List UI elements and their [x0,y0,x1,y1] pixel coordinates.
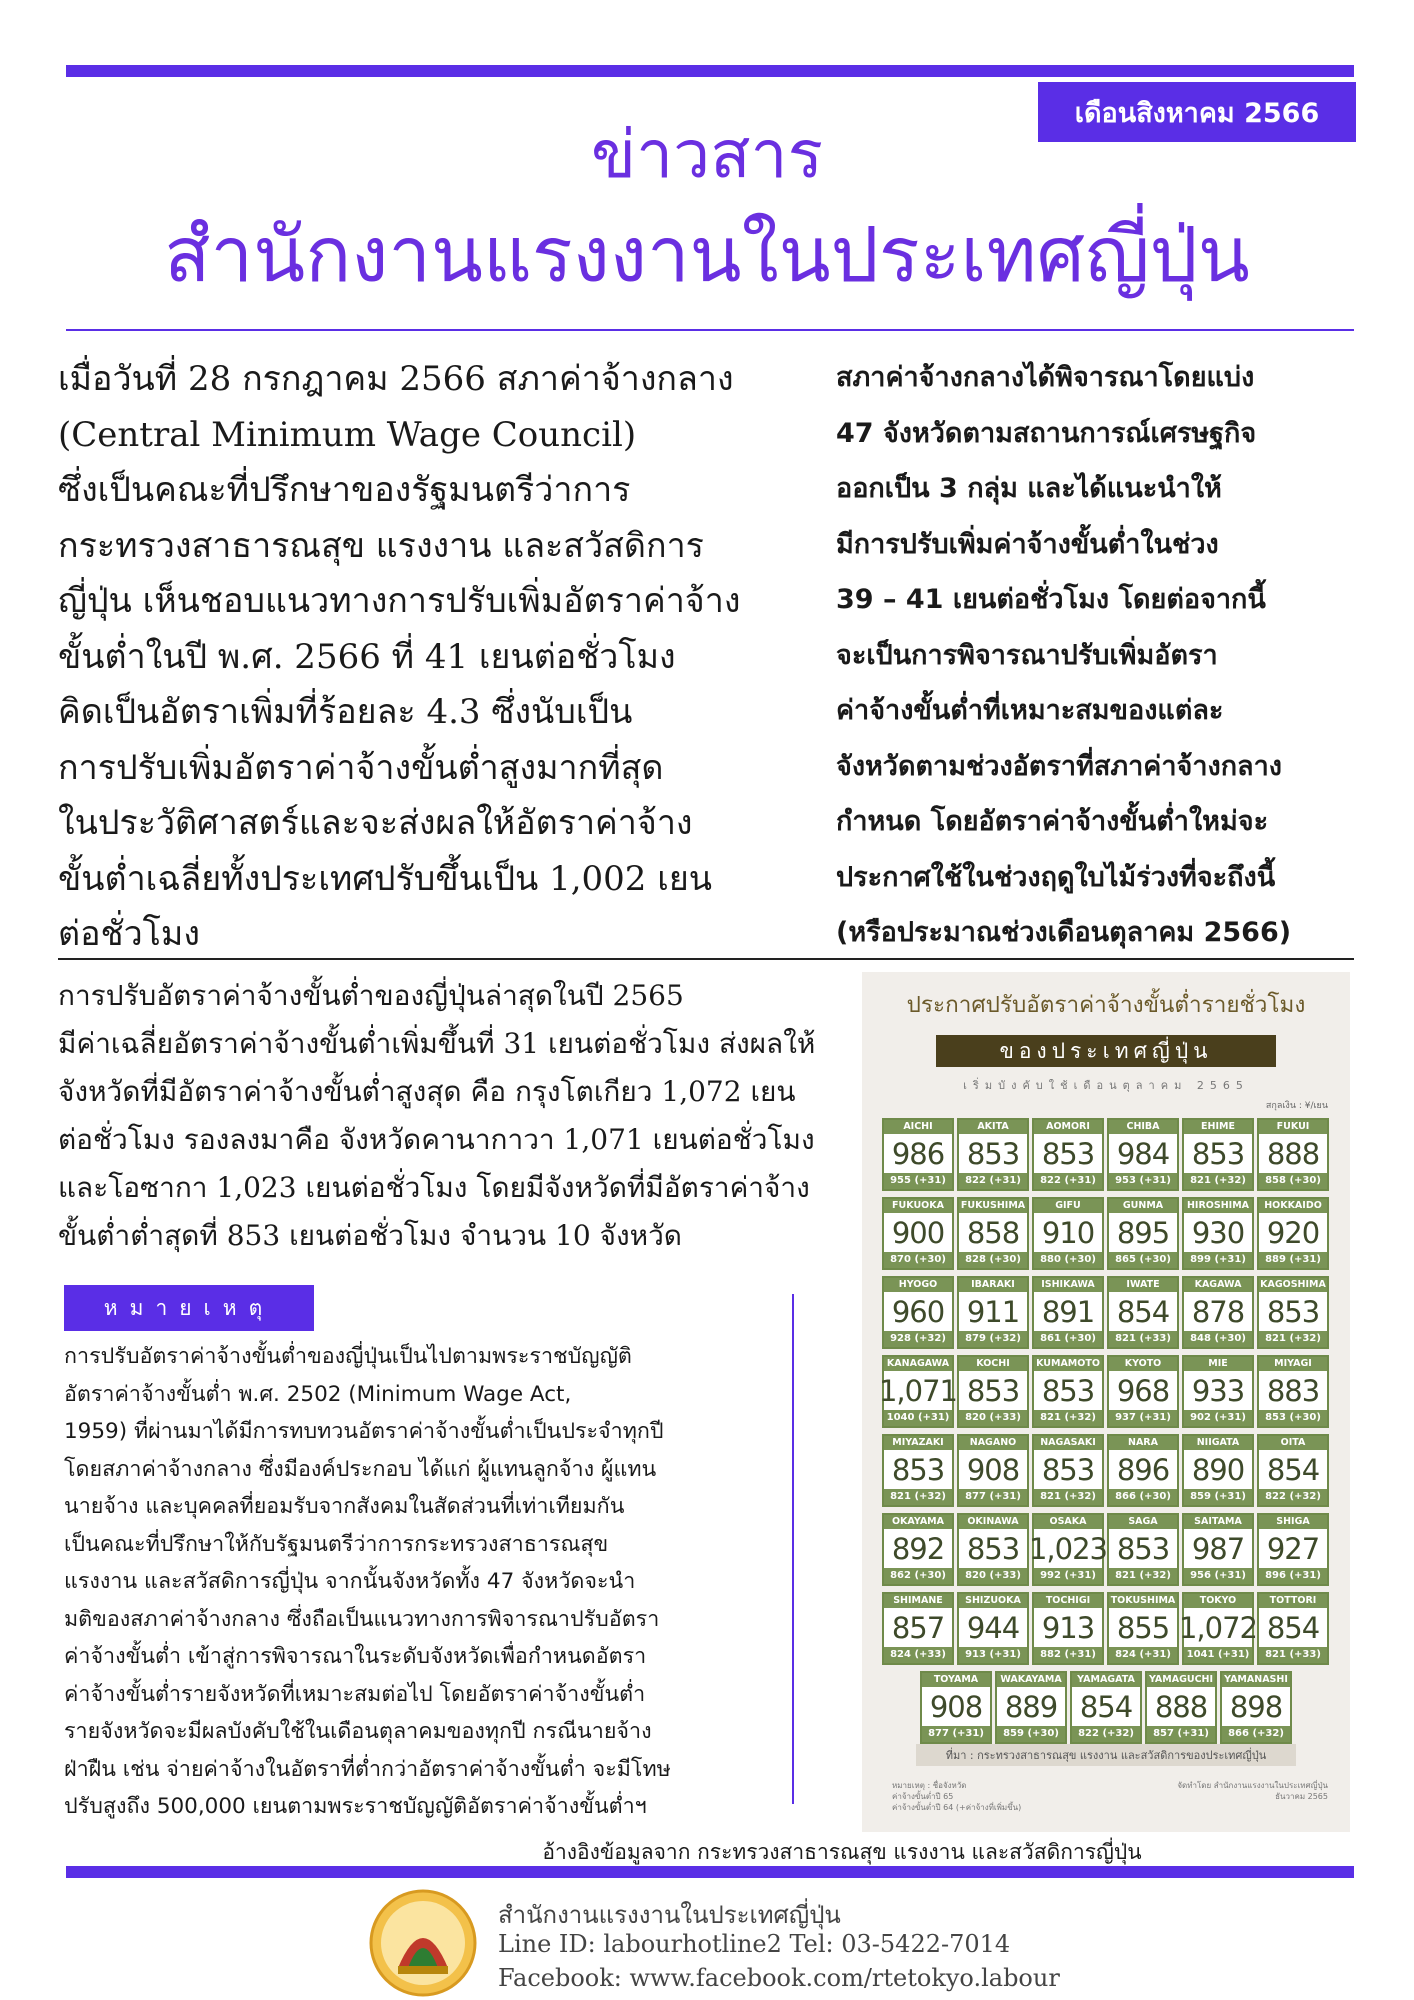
previous-wage-value: 859 (+31) [1184,1489,1252,1505]
prefecture-row [882,1513,1330,1586]
prefecture-name: HYOGO [884,1278,952,1292]
prefecture-cell [1032,1197,1104,1270]
prefecture-cell [995,1671,1067,1744]
minimum-wage-value: 908 [966,1452,1020,1487]
minimum-wage-value: 854 [1266,1452,1320,1487]
minimum-wage-value: 968 [1116,1373,1170,1408]
prefecture-name: OKINAWA [959,1515,1027,1529]
council-line: จังหวัดตามช่วงอัตราที่สภาค่าจ้างกลาง [836,750,1282,782]
history-paragraph [58,972,858,1260]
minimum-wage-value: 900 [891,1215,945,1250]
note-line: แรงงาน และสวัสดิการญี่ปุ่น จากนั้นจังหวัดทั้ง 47 จังหวัดจะนำ [64,1569,636,1594]
wage-poster [862,972,1350,1832]
minimum-wage-value: 888 [1266,1136,1320,1171]
prefecture-cell [1220,1671,1292,1744]
prefecture-cell [1032,1355,1104,1428]
prefecture-name: ISHIKAWA [1034,1278,1102,1292]
minimum-wage-value: 854 [1116,1294,1170,1329]
previous-wage-value: 913 (+31) [959,1647,1027,1663]
previous-wage-value: 1040 (+31) [884,1410,952,1426]
minimum-wage-value: 853 [1116,1531,1170,1566]
prefecture-name: KUMAMOTO [1034,1357,1102,1371]
previous-wage-value: 820 (+33) [959,1568,1027,1584]
prefecture-cell [1182,1118,1254,1191]
minimum-wage-value: 853 [966,1531,1020,1566]
minimum-wage-value: 853 [1266,1294,1320,1329]
page-title-line2: สำนักงานแรงงานในประเทศญี่ปุ่น [164,210,1250,299]
note-line: ฝ่าฝืน เช่น จ่ายค่าจ้างในอัตราที่ต่ำกว่าอัตราค่าจ้างขั้นต่ำ จะมีโทษ [64,1756,671,1782]
prefecture-name: SHIMANE [884,1594,952,1608]
previous-wage-value: 928 (+32) [884,1331,952,1347]
minimum-wage-value: 853 [1191,1136,1245,1171]
minimum-wage-value: 883 [1266,1373,1320,1408]
prefecture-cell [957,1355,1029,1428]
minimum-wage-value: 898 [1229,1689,1283,1724]
minimum-wage-value: 888 [1154,1689,1208,1724]
minimum-wage-value: 854 [1079,1689,1133,1724]
council-line: 39 – 41 เยนต่อชั่วโมง โดยต่อจากนี้ [836,584,1266,615]
prefecture-cell [882,1197,954,1270]
council-paragraph [836,350,1376,961]
prefecture-name: SAITAMA [1184,1515,1252,1529]
poster-currency-unit: สกุลเงิน : ¥/เยน [1265,1101,1328,1111]
minimum-wage-value: 896 [1116,1452,1170,1487]
note-body [64,1338,754,1826]
history-line: และโอซากา 1,023 เยนต่อชั่วโมง โดยมีจังหวัดที่มีอัตราค่าจ้าง [58,1171,810,1204]
previous-wage-value: 853 (+30) [1259,1410,1327,1426]
prefecture-cell [1257,1276,1329,1349]
note-line: ปรับสูงถึง 500,000 เยนตามพระราชบัญญัติอัตราค่าจ้างขั้นต่ำฯ [64,1794,647,1819]
previous-wage-value: 865 (+30) [1109,1252,1177,1268]
legend-line: ค่าจ้างขั้นต่ำปี 64 (+ค่าจ้างที่เพิ่มขึ้น) [892,1803,1022,1812]
prefecture-name: HOKKAIDO [1259,1199,1327,1213]
prefecture-name: TOYAMA [922,1673,990,1687]
prefecture-cell [957,1434,1029,1507]
note-line: รายจังหวัดจะมีผลบังคับใช้ในเดือนตุลาคมของทุกปี กรณีนายจ้าง [64,1719,652,1744]
prefecture-cell [1032,1592,1104,1665]
note-line: 1959) ที่ผ่านมาได้มีการทบทวนอัตราค่าจ้างขั้นต่ำเป็นประจำทุกปี [64,1419,664,1444]
prefecture-name: NAGANO [959,1436,1027,1450]
previous-wage-value: 861 (+30) [1034,1331,1102,1347]
date-badge: เดือนสิงหาคม 2566 [1038,82,1356,142]
prefecture-cell [1257,1592,1329,1665]
prefecture-cell [1182,1197,1254,1270]
previous-wage-value: 859 (+30) [997,1726,1065,1742]
prefecture-name: AICHI [884,1120,952,1134]
prefecture-row [882,1118,1330,1191]
previous-wage-value: 879 (+32) [959,1331,1027,1347]
council-line: ค่าจ้างขั้นต่ำที่เหมาะสมของแต่ละ [836,695,1224,726]
prefecture-name: KAGOSHIMA [1260,1279,1326,1290]
note-line: ค่าจ้างขั้นต่ำ เข้าสู่การพิจารณาในระดับจังหวัดเพื่อกำหนดอัตรา [64,1644,647,1669]
minimum-wage-value: 987 [1191,1531,1245,1566]
prefecture-name: NAGASAKI [1034,1436,1102,1450]
council-line: มีการปรับเพิ่มค่าจ้างขั้นต่ำในช่วง [836,528,1219,560]
legend-line: ค่าจ้างขั้นต่ำปี 65 [892,1792,954,1801]
prefecture-name: OITA [1259,1436,1327,1450]
prefecture-cell [1257,1434,1329,1507]
lead-line: ในประวัติศาสตร์และจะส่งผลให้อัตราค่าจ้าง [58,803,693,843]
prefecture-name: IWATE [1109,1278,1177,1292]
prefecture-name: AOMORI [1034,1120,1102,1134]
poster-source: ที่มา : กระทรวงสาธารณสุข แรงงาน และสวัสดิการของประเทศญี่ปุ่น [916,1744,1296,1766]
previous-wage-value: 880 (+30) [1034,1252,1102,1268]
legend-line: หมายเหตุ : ชื่อจังหวัด [892,1781,967,1790]
previous-wage-value: 821 (+32) [884,1489,952,1505]
note-line: นายจ้าง และบุคคลที่ยอมรับจากสังคมในสัดส่วนที่เท่าเทียมกัน [64,1494,625,1519]
minimum-wage-value: 890 [1191,1452,1245,1487]
prefecture-name: YAMAGATA [1072,1673,1140,1687]
prefecture-cell [1257,1513,1329,1586]
lead-line: ญี่ปุ่น เห็นชอบแนวทางการปรับเพิ่มอัตราค่าจ้าง [58,581,741,621]
minimum-wage-value: 853 [966,1373,1020,1408]
prefecture-name: TOCHIGI [1034,1594,1102,1608]
council-line: จะเป็นการพิจารณาปรับเพิ่มอัตรา [836,639,1218,671]
previous-wage-value: 822 (+32) [1072,1726,1140,1742]
council-line: ออกเป็น 3 กลุ่ม และได้แนะนำให้ [836,473,1222,504]
previous-wage-value: 822 (+31) [959,1173,1027,1189]
prefecture-name: CHIBA [1109,1120,1177,1134]
previous-wage-value: 899 (+31) [1184,1252,1252,1268]
prefecture-name: YAMAGUCHI [1148,1674,1214,1685]
previous-wage-value: 821 (+32) [1184,1173,1252,1189]
minimum-wage-value: 944 [966,1610,1020,1645]
poster-title: ประกาศปรับอัตราค่าจ้างขั้นต่ำรายชั่วโมง [906,992,1306,1018]
previous-wage-value: 956 (+31) [1184,1568,1252,1584]
prefecture-name: SHIGA [1259,1515,1327,1529]
prefecture-cell [882,1592,954,1665]
council-line: 47 จังหวัดตามสถานการณ์เศรษฐกิจ [836,417,1257,449]
previous-wage-value: 858 (+30) [1259,1173,1327,1189]
prefecture-name: GIFU [1034,1199,1102,1213]
prefecture-cell [1182,1434,1254,1507]
prefecture-name: KYOTO [1109,1357,1177,1371]
prefecture-name: WAKAYAMA [997,1673,1065,1687]
minimum-wage-value: 853 [1041,1373,1095,1408]
previous-wage-value: 870 (+30) [884,1252,952,1268]
prefecture-cell [1107,1592,1179,1665]
prefecture-name: SHIZUOKA [959,1594,1027,1608]
lead-line: ต่อชั่วโมง [58,914,200,954]
prefecture-name: HIROSHIMA [1184,1199,1252,1213]
note-line: เป็นคณะที่ปรึกษาให้กับรัฐมนตรีว่าการกระทรวงสาธารณสุข [64,1531,609,1557]
previous-wage-value: 877 (+31) [922,1726,990,1742]
credit-line: จัดทำโดย สำนักงานแรงงานในประเทศญี่ปุ่น [1177,1781,1328,1790]
prefecture-name: NARA [1109,1436,1177,1450]
previous-wage-value: 857 (+31) [1147,1726,1215,1742]
previous-wage-value: 862 (+30) [884,1568,952,1584]
note-line: ค่าจ้างขั้นต่ำรายจังหวัดที่เหมาะสมต่อไป โดยอัตราค่าจ้างขั้นต่ำ [64,1681,646,1707]
prefecture-name: MIE [1184,1357,1252,1371]
top-accent-bar [66,65,1354,77]
lead-line: ขั้นต่ำในปี พ.ศ. 2566 ที่ 41 เยนต่อชั่วโมง [58,636,676,677]
prefecture-name: GUNMA [1109,1199,1177,1213]
minimum-wage-value: 891 [1041,1294,1095,1329]
previous-wage-value: 877 (+31) [959,1489,1027,1505]
minimum-wage-value: 1,023 [1028,1531,1108,1566]
prefecture-cell [882,1434,954,1507]
lead-line: ขั้นต่ำเฉลี่ยทั้งประเทศปรับขึ้นเป็น 1,002 เยน [58,858,713,899]
prefecture-cell [878,1355,958,1428]
bottom-accent-bar [66,1866,1354,1878]
minimum-wage-value: 933 [1191,1373,1245,1408]
minimum-wage-value: 910 [1041,1215,1095,1250]
council-line: กำหนด โดยอัตราค่าจ้างขั้นต่ำใหม่จะ [836,806,1269,837]
prefecture-cell [1070,1671,1142,1744]
prefecture-name: YAMANASHI [1222,1673,1290,1687]
previous-wage-value: 828 (+30) [959,1252,1027,1268]
minimum-wage-value: 853 [891,1452,945,1487]
prefecture-cell [1107,1276,1179,1349]
previous-wage-value: 848 (+30) [1184,1331,1252,1347]
previous-wage-value: 992 (+31) [1034,1568,1102,1584]
minimum-wage-value: 858 [966,1215,1020,1250]
page-title-line1: ข่าวสาร [590,116,824,193]
prefecture-name: MIYAZAKI [884,1436,952,1450]
lead-line: กระทรวงสาธารณสุข แรงงาน และสวัสดิการ [58,525,704,566]
prefecture-row [882,1434,1330,1507]
footer-facebook-link[interactable]: Facebook: www.facebook.com/rtetokyo.labour [498,1964,1060,1992]
history-line: มีค่าเฉลี่ยอัตราค่าจ้างขั้นต่ำเพิ่มขึ้นที่ 31 เยนต่อชั่วโมง ส่งผลให้ [58,1027,816,1060]
prefecture-name: MIYAGI [1259,1357,1327,1371]
council-line: สภาค่าจ้างกลางได้พิจารณาโดยแบ่ง [836,362,1255,393]
prefecture-cell [1145,1671,1217,1744]
prefecture-cell [1182,1276,1254,1349]
footer-org-name: สำนักงานแรงงานในประเทศญี่ปุ่น [498,1901,841,1929]
history-line: การปรับอัตราค่าจ้างขั้นต่ำของญี่ปุ่นล่าสุดในปี 2565 [58,979,684,1012]
prefecture-name: KAGAWA [1184,1278,1252,1292]
previous-wage-value: 953 (+31) [1109,1173,1177,1189]
prefecture-cell [1032,1276,1104,1349]
prefecture-name: TOTTORI [1259,1594,1327,1608]
prefecture-cell [1257,1197,1329,1270]
council-line: (หรือประมาณช่วงเดือนตุลาคม 2566) [836,917,1292,948]
minimum-wage-value: 857 [891,1610,945,1645]
minimum-wage-value: 986 [891,1136,945,1171]
prefecture-cell [1028,1513,1108,1586]
prefecture-cell [1107,1513,1179,1586]
previous-wage-value: 889 (+31) [1259,1252,1327,1268]
previous-wage-value: 955 (+31) [884,1173,952,1189]
previous-wage-value: 822 (+32) [1259,1489,1327,1505]
prefecture-cell [957,1118,1029,1191]
prefecture-cell [1107,1197,1179,1270]
poster-subtitle: ของประเทศญี่ปุ่น [936,1035,1276,1067]
poster-credit [1177,1780,1328,1802]
prefecture-row [878,1355,1330,1428]
minimum-wage-value: 1,072 [1178,1610,1258,1645]
previous-wage-value: 821 (+32) [1034,1410,1102,1426]
minimum-wage-value: 889 [1004,1689,1058,1724]
minimum-wage-value: 853 [1041,1452,1095,1487]
minimum-wage-value: 911 [966,1294,1020,1329]
prefecture-cell [1107,1118,1179,1191]
prefecture-name: EHIME [1184,1120,1252,1134]
previous-wage-value: 821 (+33) [1109,1331,1177,1347]
minimum-wage-value: 920 [1266,1215,1320,1250]
credit-line: ธันวาคม 2565 [1275,1792,1328,1801]
previous-wage-value: 1041 (+31) [1184,1647,1252,1663]
prefecture-row [882,1197,1330,1270]
history-line: จังหวัดที่มีอัตราค่าจ้างขั้นต่ำสูงสุด คือ กรุงโตเกียว 1,072 เยน [58,1075,796,1108]
lead-line: เมื่อวันที่ 28 กรกฎาคม 2566 สภาค่าจ้างกลาง [58,359,734,399]
prefecture-name: TOKYO [1184,1594,1252,1608]
prefecture-name: KOCHI [959,1357,1027,1371]
prefecture-row [882,1592,1330,1665]
prefecture-name: FUKUOKA [884,1199,952,1213]
prefecture-cell [957,1276,1029,1349]
note-vertical-divider [792,1294,794,1804]
footer-contact: Line ID: labourhotline2 Tel: 03-5422-7014 [498,1930,1011,1958]
prefecture-name: OSAKA [1034,1515,1102,1529]
prefecture-cell [1107,1355,1179,1428]
previous-wage-value: 824 (+33) [884,1647,952,1663]
note-line: การปรับอัตราค่าจ้างขั้นต่ำของญี่ปุ่นเป็นไปตามพระราชบัญญัติ [64,1344,632,1369]
minimum-wage-value: 930 [1191,1215,1245,1250]
lead-paragraph [58,352,828,963]
prefecture-cell [957,1592,1029,1665]
prefecture-cell [1032,1434,1104,1507]
minimum-wage-value: 892 [891,1531,945,1566]
prefecture-cell [920,1671,992,1744]
prefecture-cell [1257,1355,1329,1428]
prefecture-row [882,1276,1330,1349]
title-divider [66,329,1354,331]
previous-wage-value: 821 (+32) [1259,1331,1327,1347]
prefecture-name: AKITA [959,1120,1027,1134]
poster-effective-date: เริ่มบังคับใช้เดือนตุลาคม 2565 [963,1079,1249,1092]
prefecture-name: SAGA [1109,1515,1177,1529]
prefecture-name: IBARAKI [959,1278,1027,1292]
prefecture-cell [1032,1118,1104,1191]
previous-wage-value: 902 (+31) [1184,1410,1252,1426]
prefecture-cell [882,1513,954,1586]
minimum-wage-value: 854 [1266,1610,1320,1645]
previous-wage-value: 821 (+32) [1109,1568,1177,1584]
prefecture-name: FUKUI [1259,1120,1327,1134]
previous-wage-value: 937 (+31) [1109,1410,1177,1426]
prefecture-cell [1107,1434,1179,1507]
ministry-seal-logo [368,1888,478,1998]
prefecture-name: TOKUSHIMA [1110,1595,1176,1606]
note-heading: หมายเหตุ [64,1285,314,1331]
minimum-wage-value: 908 [929,1689,983,1724]
previous-wage-value: 821 (+33) [1259,1647,1327,1663]
minimum-wage-value: 927 [1266,1531,1320,1566]
prefecture-cell [882,1276,954,1349]
previous-wage-value: 820 (+33) [959,1410,1027,1426]
prefecture-name: NIIGATA [1184,1436,1252,1450]
minimum-wage-value: 853 [966,1136,1020,1171]
prefecture-cell [957,1513,1029,1586]
previous-wage-value: 821 (+32) [1034,1489,1102,1505]
minimum-wage-value: 855 [1116,1610,1170,1645]
minimum-wage-value: 913 [1041,1610,1095,1645]
previous-wage-value: 822 (+31) [1034,1173,1102,1189]
previous-wage-value: 824 (+31) [1109,1647,1177,1663]
prefecture-row [882,1671,1330,1744]
prefecture-cell [957,1197,1029,1270]
lead-line: ซึ่งเป็นคณะที่ปรึกษาของรัฐมนตรีว่าการ [58,470,631,510]
poster-legend [892,1780,1021,1813]
lead-line: (Central Minimum Wage Council) [58,414,637,455]
prefecture-cell [1182,1355,1254,1428]
prefecture-name: OKAYAMA [884,1515,952,1529]
prefecture-grid [878,1118,1330,1750]
council-line: ประกาศใช้ในช่วงฤดูใบไม้ร่วงที่จะถึงนี้ [836,861,1276,893]
note-line: อัตราค่าจ้างขั้นต่ำ พ.ศ. 2502 (Minimum Wage Act, [64,1381,572,1407]
history-line: ขั้นต่ำต่ำสุดที่ 853 เยนต่อชั่วโมง จำนวน 10 จังหวัด [58,1219,682,1252]
minimum-wage-value: 895 [1116,1215,1170,1250]
history-line: ต่อชั่วโมง รองลงมาคือ จังหวัดคานากาวา 1,071 เยนต่อชั่วโมง [58,1123,815,1156]
prefecture-cell [1257,1118,1329,1191]
previous-wage-value: 866 (+30) [1109,1489,1177,1505]
reference-note: อ้างอิงข้อมูลจาก กระทรวงสาธารณสุข แรงงาน และสวัสดิการญี่ปุ่น [542,1840,1142,1864]
minimum-wage-value: 1,071 [878,1373,958,1408]
minimum-wage-value: 853 [1041,1136,1095,1171]
prefecture-name: FUKUSHIMA [960,1200,1026,1211]
note-line: มติของสภาค่าจ้างกลาง ซึ่งถือเป็นแนวทางการพิจารณาปรับอัตรา [64,1606,660,1632]
note-line: โดยสภาค่าจ้างกลาง ซึ่งมีองค์ประกอบ ได้แก่ ผู้แทนลูกจ้าง ผู้แทน [64,1456,657,1482]
prefecture-cell [1178,1592,1258,1665]
minimum-wage-value: 984 [1116,1136,1170,1171]
previous-wage-value: 896 (+31) [1259,1568,1327,1584]
lead-line: การปรับเพิ่มอัตราค่าจ้างขั้นต่ำสูงมากที่สุด [58,747,664,788]
lead-line: คิดเป็นอัตราเพิ่มที่ร้อยละ 4.3 ซึ่งนับเป็น [58,692,633,732]
prefecture-cell [1182,1513,1254,1586]
prefecture-cell [882,1118,954,1191]
minimum-wage-value: 960 [891,1294,945,1329]
minimum-wage-value: 878 [1191,1294,1245,1329]
previous-wage-value: 866 (+32) [1222,1726,1290,1742]
previous-wage-value: 882 (+31) [1034,1647,1102,1663]
prefecture-name: KANAGAWA [884,1357,952,1371]
section-divider [58,958,1354,960]
